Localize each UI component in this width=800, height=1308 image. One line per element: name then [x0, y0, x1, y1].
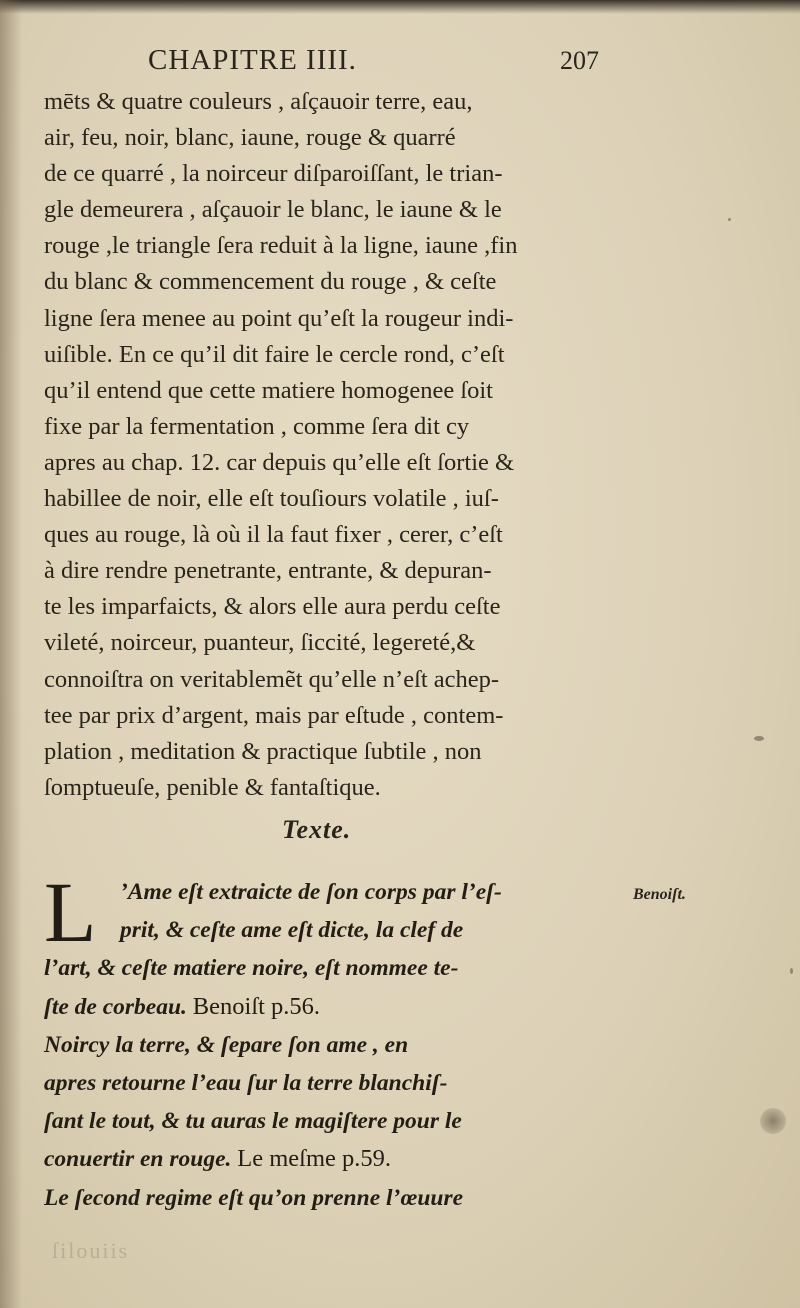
- body-line: air, feu, noir, blanc, iaune, rouge & quarré: [44, 124, 456, 152]
- texte-line-italic: prit, & ceſte ame eſt dicte, la clef de: [120, 917, 464, 944]
- texte-line: [44, 1140, 624, 1178]
- texte-line-italic: ’Ame eſt extraicte de ſon corps par l’eſ-: [120, 879, 502, 905]
- texte-line-italic: ſant le tout, & tu auras le magiſtere pour le: [44, 1108, 462, 1135]
- body-line: à dire rendre penetrante, entrante, & depuran-: [44, 557, 492, 585]
- texte-line-italic: Le ſecond regime eſt qu’on prenne l’œuure: [44, 1184, 464, 1211]
- body-paragraph: [44, 84, 624, 806]
- body-line: habillee de noir, elle eſt touſiours volatile , iuſ-: [44, 485, 499, 513]
- bleed-through-text: ſilouiis: [52, 1238, 130, 1263]
- body-line: ſomptueuſe, penible & fantaſtique.: [44, 773, 381, 801]
- section-heading-texte: Texte.: [282, 815, 352, 844]
- body-line: de ce quarré , la noirceur diſparoiſſant, le trian-: [44, 160, 503, 188]
- paper-stain: [760, 1108, 786, 1134]
- texte-line: [44, 988, 624, 1026]
- texte-quotation: [44, 864, 624, 1217]
- texte-line-italic: ſte de corbeau.: [44, 993, 193, 1020]
- body-line: connoiſtra on veritablemẽt qu’elle n’eſt achep-: [44, 665, 500, 693]
- running-header: [0, 44, 800, 84]
- body-line: ligne ſera menee au point qu’eſt la rougeur indi-: [44, 304, 514, 332]
- texte-line: [44, 1102, 624, 1140]
- texte-line-italic: conuertir en rouge.: [44, 1146, 238, 1173]
- texte-line-italic: l’art, & ceſte matiere noire, eſt nommee te-: [44, 955, 459, 982]
- body-line: gle demeurera , aſçauoir le blanc, le iaune & le: [44, 196, 502, 224]
- page-gutter-shadow: [0, 0, 22, 1308]
- texte-line: [44, 873, 624, 911]
- drop-cap: L: [44, 864, 97, 960]
- body-line: rouge ,le triangle ſera reduit à la ligne, iaune ,fin: [44, 232, 518, 260]
- body-line: apres au chap. 12. car depuis qu’elle eſt ſortie &: [44, 448, 515, 476]
- paper-speck: [754, 736, 764, 741]
- texte-line-citation: Benoiſt p.56.: [192, 992, 321, 1020]
- paper-speck: [728, 218, 731, 221]
- texte-line: [44, 1064, 624, 1102]
- texte-line-citation: Le meſme p.59.: [237, 1145, 392, 1173]
- texte-line-italic: Noircy la terre, & ſepare ſon ame , en: [44, 1031, 409, 1058]
- texte-line: [44, 949, 624, 987]
- chapter-title: CHAPITRE IIII.: [148, 44, 357, 76]
- paper-speck: [790, 968, 793, 974]
- margin-note: Benoiſt.: [633, 886, 686, 903]
- body-line: ques au rouge, là où il la faut fixer , cerer, c’eſt: [44, 521, 503, 549]
- texte-line: [44, 1179, 624, 1217]
- body-line: uiſible. En ce qu’il dit faire le cercle rond, c’eſt: [44, 340, 505, 368]
- body-line: te les imparfaicts, & alors elle aura perdu ceſte: [44, 593, 501, 621]
- body-line: qu’il entend que cette matiere homogenee ſoit: [44, 376, 493, 404]
- page-top-edge: [0, 0, 800, 14]
- body-line: mēts & quatre couleurs , aſçauoir terre, eau,: [44, 88, 473, 115]
- page-number: 207: [560, 46, 599, 75]
- body-line: du blanc & commencement du rouge , & ceſte: [44, 268, 497, 296]
- body-line: tee par prix d’argent, mais par eſtude , contem-: [44, 701, 504, 729]
- texte-line: [44, 911, 624, 949]
- body-line: vileté, noirceur, puanteur, ſiccité, legereté,&: [44, 629, 476, 657]
- texte-line: [44, 1026, 624, 1064]
- body-line: plation , meditation & practique ſubtile , non: [44, 737, 482, 765]
- body-line: fixe par la fermentation , comme ſera dit cy: [44, 412, 470, 440]
- texte-line-italic: apres retourne l’eau ſur la terre blanchiſ-: [44, 1069, 448, 1096]
